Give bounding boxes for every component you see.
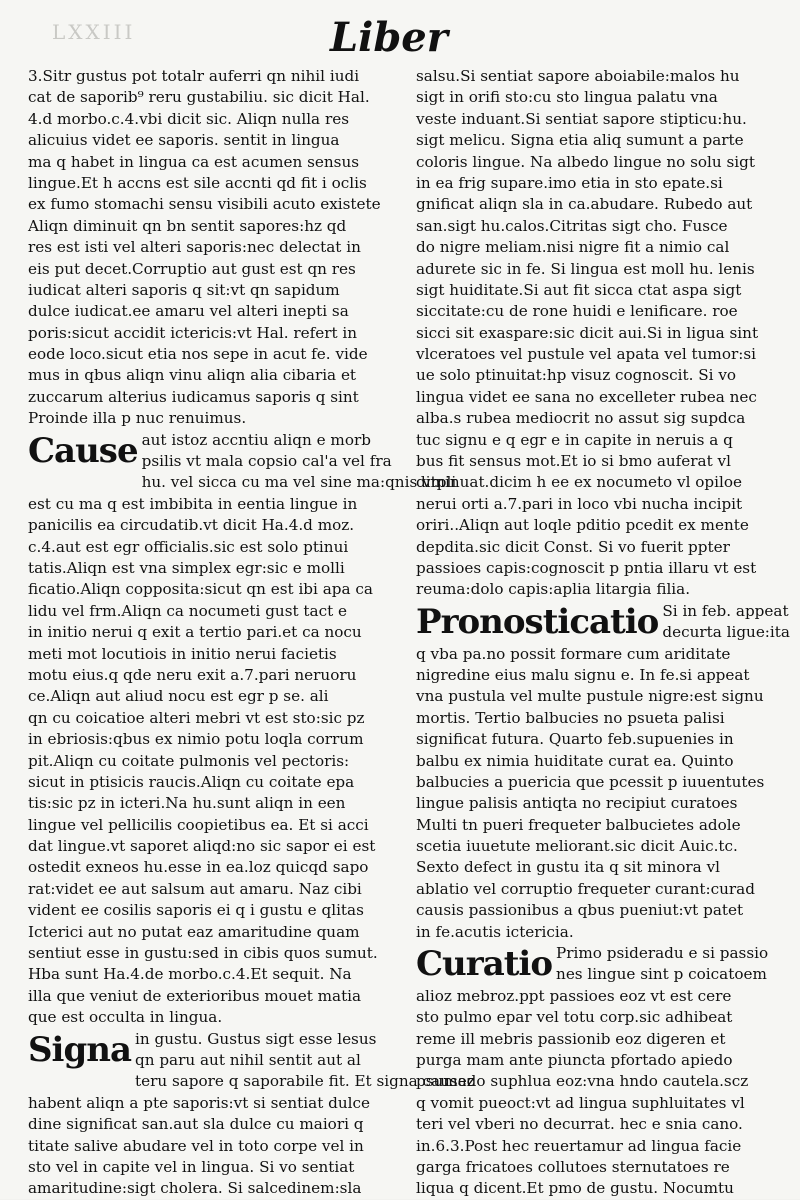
text-line: Multi tn pueri frequeter balbucietes adole <box>416 815 741 834</box>
page-header <box>0 8 800 64</box>
text-line: mortis. Tertio balbucies no psueta palisi <box>416 708 725 727</box>
text-line: gnificat aliqn sla in ca.abudare. Rubedo aut <box>416 195 753 214</box>
text-line: sicut in ptisicis raucis.Aliqn cu coitate epa <box>28 772 355 791</box>
text-line: garga fricatoes collutoes sternutatoes re <box>416 1157 730 1176</box>
prognostic-heading-lines <box>662 601 790 644</box>
text-line: ostedit exneos hu.esse in ea.loz quicqd sapo <box>28 858 369 877</box>
text-line: passioes capis:cognoscit p pntia illaru vt est <box>416 558 757 577</box>
text-line: c.4.aut est egr officialis.sic est solo ptinui <box>28 537 349 556</box>
text-line: nerui orti a.7.pari in loco vbi nucha incipit <box>416 494 743 513</box>
text-line: scetia iuuetute meliorant.sic dicit Auic.tc. <box>416 837 738 856</box>
text-line: vlceratoes vel pustule vel apata vel tumor:si <box>416 345 756 364</box>
text-line: sto vel in capite vel in lingua. Si vo sentiat <box>28 1157 355 1176</box>
text-line: lingua videt ee sana no excelleter rubea nec <box>416 387 757 406</box>
text-line: eode loco.sicut etia nos sepe in acut fe. vide <box>28 345 368 364</box>
text-line: ma q habet in lingua ca est acumen sensus <box>28 152 360 171</box>
text-line: 3.Sitr gustus pot totalr auferri qn nihil iudi <box>28 67 360 85</box>
text-line: ficatio.Aliqn copposita:sicut qn est ibi apa ca <box>28 580 373 599</box>
causes-heading-lines <box>142 430 457 494</box>
text-line: purga mam ante piuncta pfortado apiedo <box>416 1050 733 1069</box>
text-line: reuma:dolo capis:aplia litargia filia. <box>416 580 691 599</box>
text-line: liqua q dicent.Et pmo de gustu. Nocumtu <box>416 1179 734 1198</box>
text-line: motu eius.q qde neru exit a.7.pari neruoru <box>28 665 357 684</box>
text-line: Primo psideradu e si passio <box>556 944 769 963</box>
text-line: coloris lingue. Na albedo lingue no solu sigt <box>416 152 755 171</box>
text-line: Icterici aut no putat eaz amaritudine quam <box>28 922 360 941</box>
section-causes <box>28 430 457 494</box>
section-prognosis <box>416 601 788 644</box>
text-line: tatis.Aliqn est vna simplex egr:sic e molli <box>28 558 345 577</box>
text-line: Hba sunt Ha.4.de morbo.c.4.Et sequit. Na <box>28 965 352 984</box>
text-line: titate salive abudare vel in toto corpe vel in <box>28 1136 364 1155</box>
text-line: lidu vel frm.Aliqn ca nocumeti gust tact e <box>28 601 348 620</box>
text-line: dat lingue.vt saporet aliqd:no sic sapor ei est <box>28 837 376 856</box>
text-line: psilis vt mala copsio cal'a vel fra <box>141 452 392 471</box>
text-line: siccitate:cu de rone huidi e lenificare. roe <box>416 302 738 321</box>
text-line: rat:videt ee aut salsum aut amaru. Naz cibi <box>28 879 362 898</box>
text-line: adurete sic in fe. Si lingua est moll hu. lenis <box>416 259 755 278</box>
text-line: nigredine eius malu signu e. In fe.si appeat <box>416 665 750 684</box>
text-line: qn cu coicatioe alteri mebri vt est sto:sic pz <box>28 708 365 727</box>
text-line: depdita.sic dicit Const. Si vo fuerit ppter <box>416 537 730 556</box>
text-line: nes lingue sint p coicatoem <box>556 965 767 984</box>
prognostic-heading: Pronosticatio <box>416 601 659 642</box>
text-line: psumedo suphlua eoz:vna hndo cautela.scz <box>416 1072 749 1091</box>
text-line: meti mot locutiois in initio nerui facietis <box>28 644 337 663</box>
right-column <box>416 66 788 1200</box>
text-line: Proinde illa p nuc renuimus. <box>28 409 247 428</box>
text-line: sto pulmo epar vel totu corp.sic adhibeat <box>416 1008 733 1027</box>
right-paragraph-1 <box>416 66 788 601</box>
text-line: q vomit pueoct:vt ad lingua suphluitates vl <box>416 1093 745 1112</box>
text-line: balbu ex nimia huiditate curat ea. Quinto <box>416 751 734 770</box>
text-line: 4.d morbo.c.4.vbi dicit sic. Aliqn nulla res <box>28 109 349 128</box>
text-line: eis put decet.Corruptio aut gust est qn res <box>28 259 356 278</box>
signa-text <box>28 1093 398 1200</box>
text-line: in fe.acutis ictericia. <box>416 922 574 941</box>
text-line: q vba pa.no possit formare cum ariditate <box>416 644 731 663</box>
text-line: sigt in orifi sto:cu sto lingua palatu vna <box>416 88 718 107</box>
text-line: vident ee cosilis saporis ei q i gustu e qlitas <box>28 901 364 920</box>
text-line: in ebriosis:qbus ex nimio potu loqla corrum <box>28 730 364 749</box>
text-line: in gustu. Gustus sigt esse lesus <box>135 1029 377 1048</box>
text-line: diminuat.dicim h ee ex nocumeto vl opiloe <box>416 473 743 492</box>
running-head-title: Liber <box>330 14 448 61</box>
text-line: zuccarum alterius iudicamus saporis q sint <box>28 387 359 406</box>
text-line: veste induant.Si sentiat sapore stipticu:hu. <box>416 109 747 128</box>
text-line: habent aliqn a pte saporis:vt si sentiat dulce <box>28 1093 370 1112</box>
text-line: decurta ligue:ita <box>662 623 790 642</box>
text-line: alioz mebroz.ppt passioes eoz vt est cere <box>416 986 732 1005</box>
text-line: ablatio vel corruptio frequeter curant:curad <box>416 879 755 898</box>
text-line: oriri..Aliqn aut loqle pditio pcedit ex mente <box>416 516 749 535</box>
section-cure <box>416 943 788 986</box>
cure-heading-lines <box>556 943 768 986</box>
text-line: sigt melicu. Signa etia aliq sumunt a parte <box>416 131 744 150</box>
text-line: alba.s rubea mediocrit no assut sig supdca <box>416 409 746 428</box>
text-line: tis:sic pz in icteri.Na hu.sunt aliqn in een <box>28 794 346 813</box>
text-line: ce.Aliqn aut aliud nocu est egr p se. ali <box>28 687 329 706</box>
text-line: ue solo ptinuitat:hp visuz cognoscit. Si vo <box>416 366 737 385</box>
text-line: in.6.3.Post hec reuertamur ad lingua facie <box>416 1136 742 1155</box>
text-line: qn paru aut nihil sentit aut al <box>135 1050 361 1069</box>
text-line: sentiut esse in gustu:sed in cibis quos sumut. <box>28 944 378 963</box>
text-line: in initio nerui q exit a tertio pari.et ca nocu <box>28 623 362 642</box>
text-line: san.sigt hu.calos.Citritas sigt cho. Fusce <box>416 216 728 235</box>
text-line: lingue vel pellicilis coopietibus ea. Et si acci <box>28 815 369 834</box>
text-line: lingue.Et h accns est sile accnti qd fit i oclis <box>28 173 367 192</box>
text-line: reme ill mebris passionib eoz digeren et <box>416 1029 726 1048</box>
text-line: Si in feb. appeat <box>662 601 789 620</box>
prognostic-text <box>416 644 788 943</box>
text-line: que est occulta in lingua. <box>28 1008 223 1027</box>
text-line: sicci sit exaspare:sic dicit aui.Si in ligua sint <box>416 323 759 342</box>
text-line: sigt huiditate.Si aut fit sicca ctat aspa sigt <box>416 280 742 299</box>
text-line: balbucies a puericia que pcessit p iuuentutes <box>416 772 765 791</box>
text-line: hu. vel sicca cu ma vel sine ma:qnis vtpli <box>141 473 457 492</box>
text-line: dine significat san.aut sla dulce cu maiori q <box>28 1115 364 1134</box>
text-line: do nigre meliam.nisi nigre fit a nimio cal <box>416 238 730 257</box>
text-line: illa que veniut de exterioribus mouet matia <box>28 986 362 1005</box>
text-line: causis passionibus a qbus pueniut:vt patet <box>416 901 744 920</box>
text-line: pit.Aliqn cu coitate pulmonis vel pectoris: <box>28 751 350 770</box>
section-signs <box>28 1029 475 1093</box>
causes-text <box>28 494 398 1029</box>
text-line: in ea frig supare.imo etia in sto epate.si <box>416 173 723 192</box>
text-line: res est isti vel alteri saporis:nec delectat in <box>28 238 361 257</box>
signa-heading: Signa <box>28 1029 131 1070</box>
text-line: cat de saporib⁹ reru gustabiliu. sic dicit Hal. <box>28 88 370 107</box>
causes-heading: Cause <box>28 430 138 471</box>
text-line: ex fumo stomachi sensu visibili acuto existete <box>28 195 381 214</box>
text-line: panicilis ea circudatib.vt dicit Ha.4.d moz. <box>28 516 355 535</box>
cure-text <box>416 986 788 1200</box>
text-line: significat futura. Quarto feb.supuenies in <box>416 730 734 749</box>
text-line: Sexto defect in gustu ita q sit minora vl <box>416 858 721 877</box>
text-line: dulce iudicat.ee amaru vel alteri inepti sa <box>28 302 349 321</box>
text-line: tuc signu e q egr e in capite in neruis a q <box>416 430 733 449</box>
text-line: teri vel vberi no decurrat. hec e snia cano. <box>416 1115 743 1134</box>
text-line: Aliqn diminuit qn bn sentit sapores:hz qd <box>28 216 347 235</box>
text-line: bus fit sensus mot.Et io si bmo auferat vl <box>416 452 731 471</box>
text-line: salsu.Si sentiat sapore aboiabile:malos hu <box>416 67 740 85</box>
text-line: alicuius videt ee saporis. sentit in lingua <box>28 131 340 150</box>
text-line: teru sapore q saporabile fit. Et signa causaz <box>135 1072 475 1091</box>
text-line: est cu ma q est imbibita in eentia lingue in <box>28 494 358 513</box>
text-line: poris:sicut accidit ictericis:vt Hal. refert in <box>28 323 358 342</box>
text-line: amaritudine:sigt cholera. Si salcedinem:sla <box>28 1179 362 1198</box>
text-line: mus in qbus aliqn vinu aliqn alia cibaria et <box>28 366 357 385</box>
cure-heading: Curatio <box>416 944 553 985</box>
text-line: vna pustula vel multe pustule nigre:est signu <box>416 687 764 706</box>
left-column <box>28 66 475 1200</box>
text-line: aut istoz accntiu aliqn e morb <box>141 430 371 449</box>
text-line: iudicat alteri saporis q sit:vt qn sapidum <box>28 280 340 299</box>
left-paragraph-1 <box>28 66 398 430</box>
text-line: lingue palisis antiqta no recipiut curatoes <box>416 794 738 813</box>
folio-number: LXXIII <box>52 20 136 44</box>
